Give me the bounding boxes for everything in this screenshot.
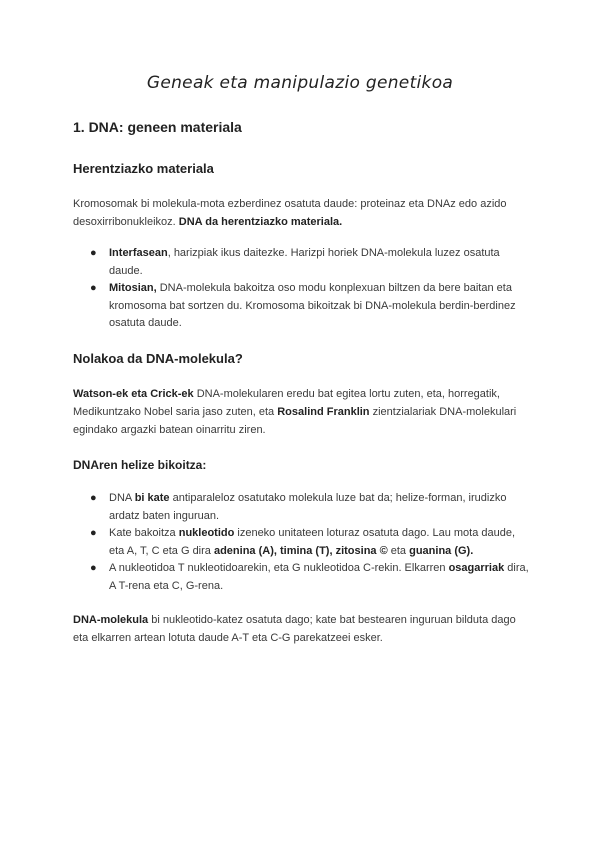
list-item	[73, 245, 533, 280]
section-heading: 1. DNA: geneen materiala	[73, 119, 242, 135]
bullet-bold: bi kate	[134, 492, 170, 504]
helize-list	[73, 490, 533, 595]
watson-crick-paragraph	[73, 385, 533, 439]
bullet-icon: ●	[90, 282, 97, 294]
paragraph-bold: Rosalind Franklin	[277, 406, 370, 418]
bullet-icon: ●	[90, 492, 97, 504]
intro-paragraph	[73, 195, 533, 231]
list-item	[73, 525, 533, 560]
paragraph-text: DNA-molekularen eredu bat egitea lortu zuten, eta, horregatik, Medikuntzako Nobel saria jaso zuten, eta	[73, 388, 500, 418]
bullet-bold: Mitosian,	[109, 282, 157, 294]
list-item	[73, 560, 533, 595]
paragraph-bold: Watson-ek eta Crick-ek	[73, 388, 194, 400]
bullet-icon: ●	[90, 562, 97, 574]
bullet-text: izeneko unitateen loturaz osatuta dago. Lau mota daude, eta A, T, C eta G dira	[109, 527, 516, 557]
intro-bold: DNA da herentziazko materiala.	[178, 216, 343, 228]
bullet-bold: adenina (A), timina (T), zitosina ©	[213, 544, 391, 557]
bullet-icon: ●	[90, 527, 97, 539]
dna-molekula-paragraph	[73, 611, 533, 647]
bullet-text: DNA	[109, 492, 135, 504]
bullet-bold: nukleotido	[178, 527, 235, 539]
paragraph-text: zientzialariak DNA-molekulari egindako argazki batean oinarritu ziren.	[73, 406, 517, 436]
bullet-text: dira, A T-rena eta C, G-rena.	[109, 562, 529, 592]
bullet-text: Kate bakoitza	[109, 527, 179, 539]
bullet-icon: ●	[90, 247, 97, 259]
bullet-text: antiparaleloz osatutako molekula luze bat da; helize-forman, irudizko ardatz baten inguruan.	[109, 492, 507, 522]
paragraph-bold: DNA-molekula	[73, 614, 149, 626]
bullet-bold: osagarriak	[448, 562, 505, 574]
list-item	[73, 280, 533, 333]
bullet-text: eta	[390, 544, 410, 557]
bullet-text: , harizpiak ikus daitezke. Harizpi horiek DNA-molekula luzez osatuta daude.	[109, 247, 500, 277]
list-item	[73, 490, 533, 525]
document-title: Geneak eta manipulazio genetikoa	[146, 73, 454, 93]
paragraph-text: bi nukleotido-katez osatuta dago; kate bat bestearen inguruan bilduta dago eta elkarren artean lotuta daude A-T eta C-G parekatzeei esker.	[73, 614, 516, 644]
bullet-bold: guanina (G).	[409, 544, 474, 557]
subheading-herentziazko: Herentziazko materiala	[73, 161, 214, 176]
bullet-text: A nukleotidoa T nukleotidoarekin, eta G nukleotidoa C-rekin. Elkarren	[109, 562, 449, 574]
subheading-nolakoa: Nolakoa da DNA-molekula?	[73, 351, 243, 366]
intro-text: Kromosomak bi molekula-mota ezberdinez osatuta daude: proteinaz eta DNAz edo azido desoxirribonukleikoz.	[73, 198, 507, 228]
interfase-mitosi-list	[73, 245, 533, 333]
subheading-helize: DNAren helize bikoitza:	[73, 458, 207, 472]
bullet-bold: Interfasean	[109, 247, 168, 259]
bullet-text: DNA-molekula bakoitza oso modu konplexuan biltzen da bere baitan eta kromosoma bat sortzen du. Kromosoma bikoitzak bi DNA-molekula berdin-berdinez osatuta daude.	[109, 282, 516, 329]
